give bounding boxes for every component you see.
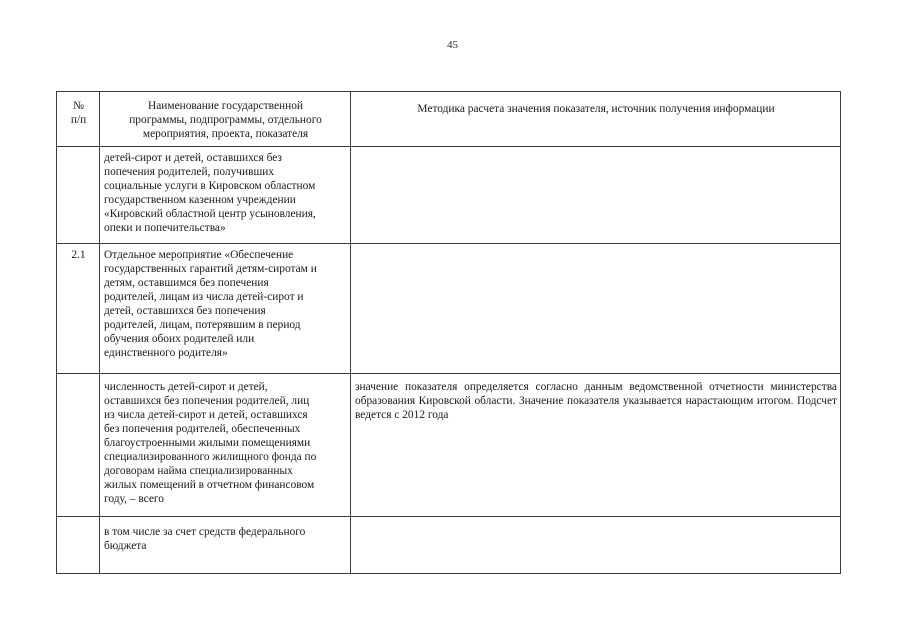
header-name: Наименование государственной программы, подпрограммы, отдельного мероприятия, проекта, показателя [100, 92, 351, 147]
table-row [57, 517, 841, 574]
table-row [57, 374, 841, 517]
row-method [351, 517, 841, 574]
row-number [57, 517, 100, 574]
table-row [57, 244, 841, 374]
row-method [351, 244, 841, 374]
row-name: в том числе за счет средств федерального бюджета [100, 517, 351, 574]
row-name: численность детей-сирот и детей, оставшихся без попечения родителей, лиц из числа детей-сирот и детей, оставшихся без попечения родителей, обеспеченных благоустроенными жилыми помещениями специализированного жилищного фонда по договорам найма специализированных жилых помещений в отчетном финансовом году, – всего [100, 374, 351, 517]
indicator-table [56, 91, 841, 574]
header-method: Методика расчета значения показателя, источник получения информации [351, 92, 841, 147]
table-header-row [57, 92, 841, 147]
header-number: № п/п [57, 92, 100, 147]
row-name: Отдельное мероприятие «Обеспечение государственных гарантий детям-сиротам и детям, оставшимся без попечения родителей, лицам из числа детей-сирот и детей, оставшихся без попечения родителей, лицам, потерявшим в период обучения обоих родителей или единственного родителя» [100, 244, 351, 374]
row-method: значение показателя определяется согласно данным ведомственной отчетности министерства образования Кировской области. Значение показателя указывается нарастающим итогом. Подсчет ведется с 2012 года [351, 374, 841, 517]
row-method [351, 147, 841, 244]
row-number [57, 374, 100, 517]
table-row [57, 147, 841, 244]
row-number [57, 147, 100, 244]
page-number: 45 [447, 39, 458, 51]
row-number: 2.1 [57, 244, 100, 374]
row-name: детей-сирот и детей, оставшихся без попечения родителей, получивших социальные услуги в Кировском областном государственном казенном учреждении «Кировский областной центр усыновления, опеки и попечительства» [100, 147, 351, 244]
